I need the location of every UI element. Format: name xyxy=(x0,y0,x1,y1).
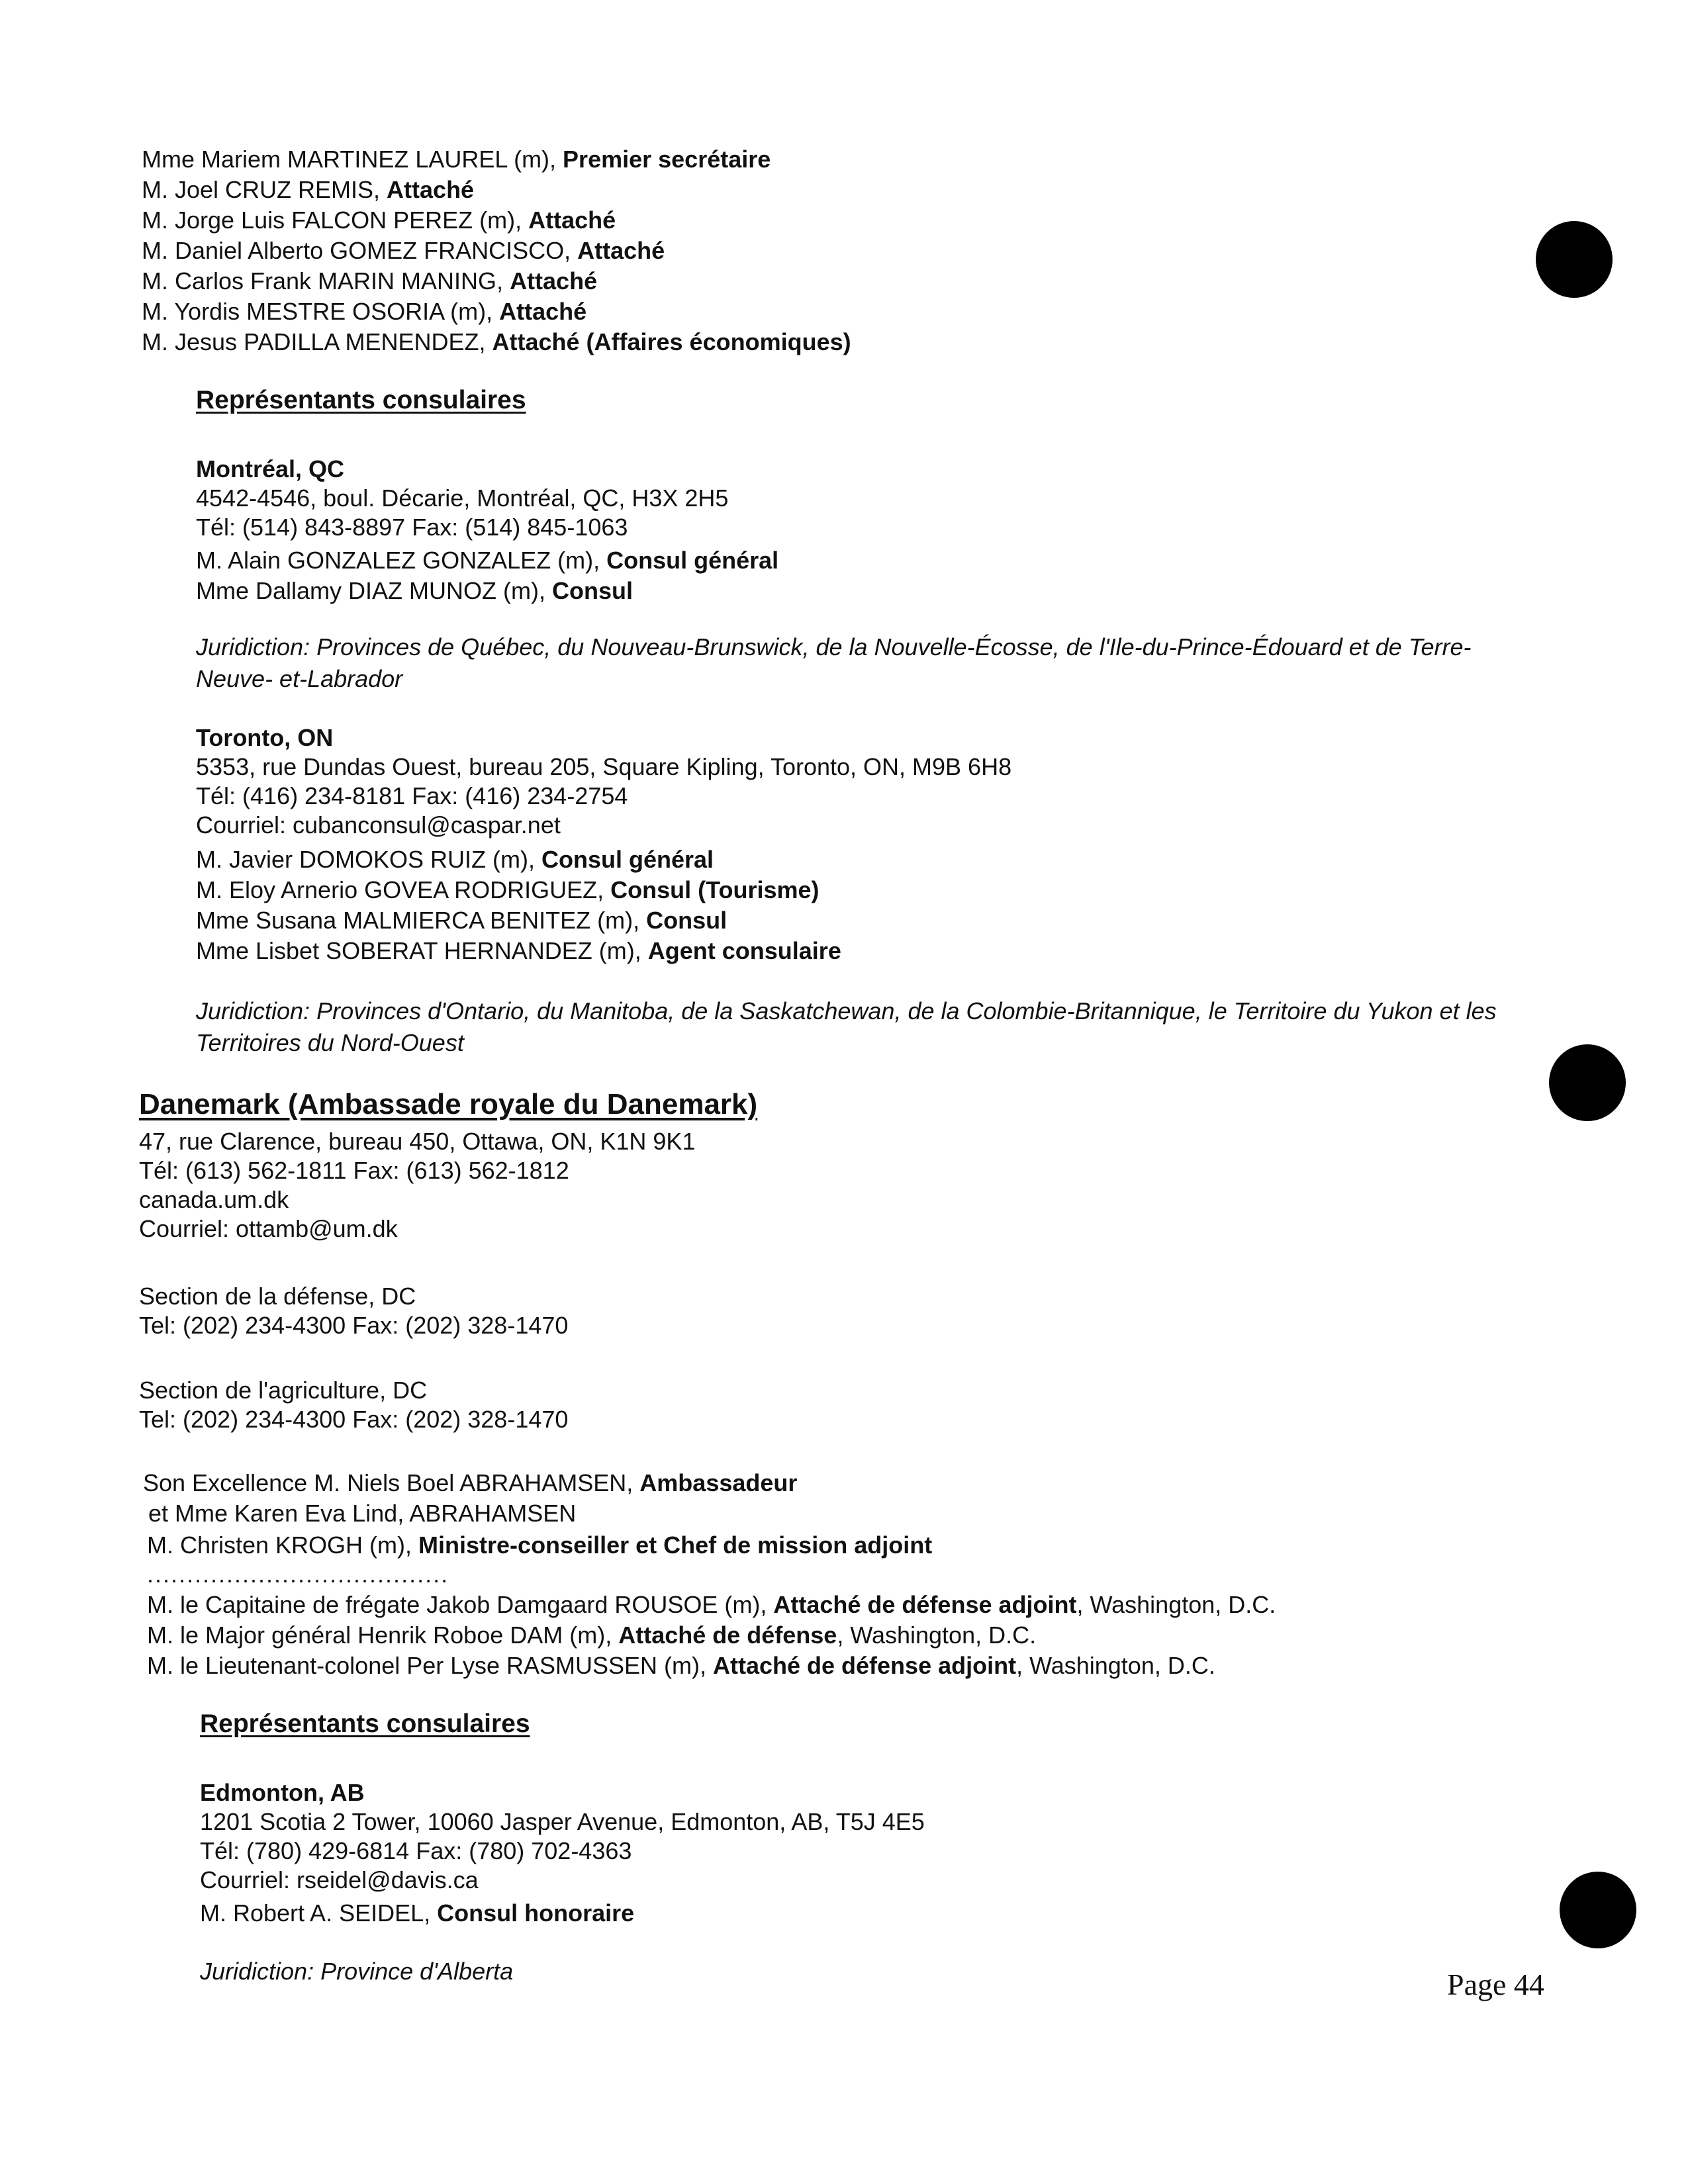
consular-heading: Représentants consulaires xyxy=(200,1709,530,1738)
staff-entry: M. Jorge Luis FALCON PEREZ (m), Attaché xyxy=(142,206,616,234)
embassy-website: canada.um.dk xyxy=(139,1186,289,1213)
consulate-email: Courriel: cubanconsul@caspar.net xyxy=(196,811,561,839)
hole-punch xyxy=(1549,1044,1626,1121)
dotted-separator: ...................................... xyxy=(147,1561,449,1588)
ambassador-entry: Son Excellence M. Niels Boel ABRAHAMSEN, Ambassadeur xyxy=(143,1469,798,1496)
consulate-phone: Tél: (514) 843-8897 Fax: (514) 845-1063 xyxy=(196,514,628,541)
staff-entry: M. le Lieutenant-colonel Per Lyse RASMUSSEN (m), Attaché de défense adjoint, Washington, D.C. xyxy=(147,1652,1215,1679)
defense-section: Section de la défense, DC xyxy=(139,1283,416,1310)
consulate-phone: Tél: (416) 234-8181 Fax: (416) 234-2754 xyxy=(196,782,628,809)
consulate-person: Mme Lisbet SOBERAT HERNANDEZ (m), Agent consulaire xyxy=(196,937,841,964)
staff-entry: M. Yordis MESTRE OSORIA (m), Attaché xyxy=(142,298,587,325)
consulate-person: M. Robert A. SEIDEL, Consul honoraire xyxy=(200,1899,635,1927)
consular-heading: Représentants consulaires xyxy=(196,386,526,414)
hole-punch xyxy=(1536,221,1613,298)
consulate-person: Mme Dallamy DIAZ MUNOZ (m), Consul xyxy=(196,577,633,604)
staff-entry: M. Christen KROGH (m), Ministre-conseiller et Chef de mission adjoint xyxy=(147,1531,933,1559)
hole-punch xyxy=(1560,1872,1636,1948)
defense-phone: Tel: (202) 234-4300 Fax: (202) 328-1470 xyxy=(139,1312,569,1339)
staff-entry: M. Jesus PADILLA MENENDEZ, Attaché (Affaires économiques) xyxy=(142,328,851,355)
embassy-email: Courriel: ottamb@um.dk xyxy=(139,1215,398,1242)
page-number: Page 44 xyxy=(1447,1968,1544,2001)
consulate-address: 1201 Scotia 2 Tower, 10060 Jasper Avenue, Edmonton, AB, T5J 4E5 xyxy=(200,1808,925,1835)
consulate-address: 5353, rue Dundas Ouest, bureau 205, Square Kipling, Toronto, ON, M9B 6H8 xyxy=(196,753,1012,780)
consulate-person: Mme Susana MALMIERCA BENITEZ (m), Consul xyxy=(196,907,727,934)
staff-entry: M. Joel CRUZ REMIS, Attaché xyxy=(142,176,475,203)
consulate-address: 4542-4546, boul. Décarie, Montréal, QC, H3X 2H5 xyxy=(196,484,729,512)
staff-entry: Mme Mariem MARTINEZ LAUREL (m), Premier secrétaire xyxy=(142,146,771,173)
country-title: Danemark (Ambassade royale du Danemark) xyxy=(139,1088,758,1120)
embassy-phone: Tél: (613) 562-1811 Fax: (613) 562-1812 xyxy=(139,1157,569,1184)
staff-entry: M. Carlos Frank MARIN MANING, Attaché xyxy=(142,267,598,295)
consulate-phone: Tél: (780) 429-6814 Fax: (780) 702-4363 xyxy=(200,1837,632,1864)
staff-entry: M. Daniel Alberto GOMEZ FRANCISCO, Attaché xyxy=(142,237,665,264)
agriculture-section: Section de l'agriculture, DC xyxy=(139,1377,428,1404)
consulate-city: Toronto, ON xyxy=(196,724,334,751)
consulate-city: Montréal, QC xyxy=(196,455,345,482)
consulate-person: M. Javier DOMOKOS RUIZ (m), Consul général xyxy=(196,846,714,873)
jurisdiction-note: Juridiction: Provinces de Québec, du Nouveau-Brunswick, de la Nouvelle-Écosse, de l'Ile-du-Prince-Édouard et de Terre-Neuve- et-Labrador xyxy=(196,633,1472,692)
ambassador-spouse: et Mme Karen Eva Lind, ABRAHAMSEN xyxy=(148,1500,577,1527)
consulate-person: M. Eloy Arnerio GOVEA RODRIGUEZ, Consul (Tourisme) xyxy=(196,876,820,903)
agriculture-phone: Tel: (202) 234-4300 Fax: (202) 328-1470 xyxy=(139,1406,569,1433)
jurisdiction-note: Juridiction: Provinces d'Ontario, du Manitoba, de la Saskatchewan, de la Colombie-Britannique, le Territoire du Yukon et les Territoires du Nord-Ouest xyxy=(196,997,1497,1056)
consulate-person: M. Alain GONZALEZ GONZALEZ (m), Consul général xyxy=(196,547,779,574)
consulate-email: Courriel: rseidel@davis.ca xyxy=(200,1866,479,1893)
embassy-address: 47, rue Clarence, bureau 450, Ottawa, ON, K1N 9K1 xyxy=(139,1128,696,1155)
jurisdiction-note: Juridiction: Province d'Alberta xyxy=(200,1958,514,1985)
consulate-city: Edmonton, AB xyxy=(200,1779,365,1806)
staff-entry: M. le Capitaine de frégate Jakob Damgaard ROUSOE (m), Attaché de défense adjoint, Washington, D.C. xyxy=(147,1591,1276,1618)
staff-entry: M. le Major général Henrik Roboe DAM (m), Attaché de défense, Washington, D.C. xyxy=(147,1621,1037,1649)
